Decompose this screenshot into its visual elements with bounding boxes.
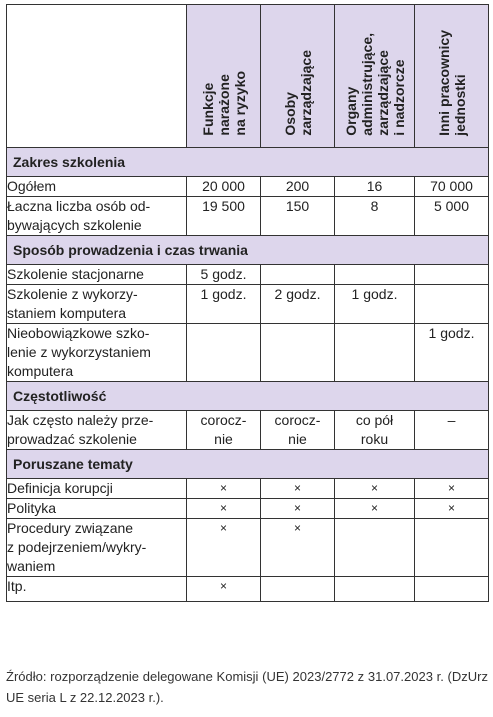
row-label: Nieobowiązkowe szko- lenie z wykorzystaniem komputera	[7, 324, 187, 382]
cross-mark: ×	[187, 519, 261, 577]
table-cell: 70 000	[415, 177, 489, 197]
table-cell: 19 500	[187, 197, 261, 236]
table-cell: 1 godz.	[415, 324, 489, 382]
table-cell: 5 000	[415, 197, 489, 236]
cross-mark: ×	[335, 479, 415, 499]
cross-mark	[415, 519, 489, 577]
section-row	[7, 148, 489, 177]
table-cell: corocz- nie	[187, 411, 261, 450]
table-cell: 1 godz.	[187, 285, 261, 324]
table-row	[7, 324, 489, 382]
row-label: Szkolenie z wykorzy- staniem komputera	[7, 285, 187, 324]
section-title: Poruszane tematy	[7, 450, 489, 479]
column-header-label: Osoby zarządzające	[281, 50, 314, 136]
cross-mark: ×	[261, 479, 335, 499]
table-cell: co pół roku	[335, 411, 415, 450]
column-header-organy	[335, 5, 415, 148]
table-cell: 16	[335, 177, 415, 197]
column-header-funkcje	[187, 5, 261, 148]
section-row	[7, 236, 489, 265]
column-header-osoby	[261, 5, 335, 148]
cross-mark: ×	[261, 519, 335, 577]
table-cell: 20 000	[187, 177, 261, 197]
table-row	[7, 519, 489, 577]
column-header-label: Inni pracownicy jednostki	[435, 30, 468, 136]
cross-mark	[261, 577, 335, 602]
cross-mark: ×	[335, 499, 415, 519]
table-cell	[415, 265, 489, 285]
cross-mark: ×	[415, 499, 489, 519]
column-header-label: Organy administrujące, zarządzające i nadzorcze	[342, 33, 407, 136]
cross-mark: ×	[415, 479, 489, 499]
table-row	[7, 479, 489, 499]
table-cell: corocz- nie	[261, 411, 335, 450]
row-label: Szkolenie stacjonarne	[7, 265, 187, 285]
row-label: Łaczna liczba osób od- bywających szkolenie	[7, 197, 187, 236]
table-row	[7, 177, 489, 197]
column-header-inni	[415, 5, 489, 148]
section-title: Zakres szkolenia	[7, 148, 489, 177]
table-cell	[335, 265, 415, 285]
table-cell	[187, 324, 261, 382]
table-cell	[335, 324, 415, 382]
table-cell	[261, 324, 335, 382]
header-corner	[7, 5, 187, 148]
table-row	[7, 577, 489, 602]
section-title: Częstotliwość	[7, 382, 489, 411]
table-row	[7, 265, 489, 285]
training-table	[6, 4, 489, 602]
table-row	[7, 411, 489, 450]
cross-mark	[415, 577, 489, 602]
table-cell	[261, 265, 335, 285]
section-title: Sposób prowadzenia i czas trwania	[7, 236, 489, 265]
cross-mark: ×	[187, 499, 261, 519]
section-row	[7, 450, 489, 479]
table-row	[7, 499, 489, 519]
row-label: Ogółem	[7, 177, 187, 197]
cross-mark	[335, 577, 415, 602]
table-cell: 200	[261, 177, 335, 197]
cross-mark: ×	[187, 479, 261, 499]
cross-mark	[335, 519, 415, 577]
header-row	[7, 5, 489, 148]
table-row	[7, 197, 489, 236]
source-note: Źródło: rozporządzenie delegowane Komisji (UE) 2023/2772 z 31.07.2023 r. (DzUrz UE seria L z 22.12.2023 r.).	[6, 669, 488, 705]
table-cell: 2 godz.	[261, 285, 335, 324]
row-label: Procedury związane z podejrzeniem/wykry- waniem	[7, 519, 187, 577]
cross-mark: ×	[187, 577, 261, 602]
row-label: Definicja korupcji	[7, 479, 187, 499]
table-cell: 5 godz.	[187, 265, 261, 285]
table-cell: –	[415, 411, 489, 450]
table-cell: 1 godz.	[335, 285, 415, 324]
table-row	[7, 285, 489, 324]
column-header-label: Funkcje narażone na ryzyko	[199, 71, 248, 136]
cross-mark: ×	[261, 499, 335, 519]
row-label: Polityka	[7, 499, 187, 519]
table-cell	[415, 285, 489, 324]
table-cell: 8	[335, 197, 415, 236]
section-row	[7, 382, 489, 411]
row-label: Jak często należy prze- prowadzać szkolenie	[7, 411, 187, 450]
row-label: Itp.	[7, 577, 187, 602]
table-cell: 150	[261, 197, 335, 236]
